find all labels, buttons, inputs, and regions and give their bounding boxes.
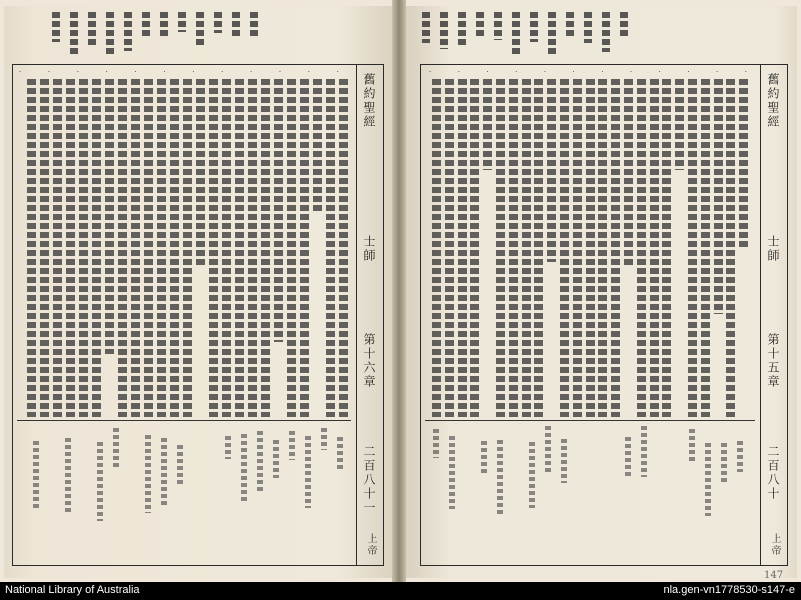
right-book-name: 士師 [766, 235, 780, 263]
glyph-run [584, 12, 592, 43]
verse-marker: · [543, 68, 547, 76]
glyph-run [530, 12, 538, 42]
text-column [585, 79, 596, 419]
glyph-run [250, 12, 258, 36]
glyph-run [509, 79, 518, 417]
right-chapter-label: 第十五章 [766, 333, 780, 389]
text-column [725, 79, 736, 419]
glyph-run [625, 437, 631, 478]
glyph-run [257, 431, 263, 494]
note-column [189, 425, 205, 555]
glyph-run [445, 79, 454, 417]
verse-marker: · [658, 68, 661, 76]
note-column [173, 425, 189, 555]
text-column [457, 79, 468, 419]
glyph-run [157, 79, 166, 417]
right-margin-notes [429, 425, 749, 555]
footer-library-name: National Library of Australia [5, 584, 140, 596]
text-column [117, 79, 128, 419]
note-column [557, 425, 573, 555]
glyph-run [476, 12, 484, 39]
verse-marker: · [515, 68, 518, 76]
text-column [713, 79, 724, 419]
note-column [637, 425, 653, 555]
right-page [404, 6, 797, 581]
verse-marker: · [76, 68, 79, 76]
glyph-run [433, 429, 439, 458]
right-header-notes [414, 12, 630, 52]
note-column [573, 425, 589, 555]
glyph-run [106, 12, 114, 54]
glyph-run [701, 79, 710, 417]
header-note-column [528, 12, 540, 52]
glyph-run [560, 79, 569, 417]
header-note-column [122, 12, 134, 52]
book-gutter [392, 0, 406, 582]
text-column [559, 79, 570, 419]
glyph-run [422, 12, 430, 43]
left-book-name: 士師 [362, 235, 376, 263]
text-column [700, 79, 711, 419]
right-verse-markers [429, 68, 747, 78]
glyph-run [547, 79, 556, 262]
text-column [661, 79, 672, 419]
text-column [431, 79, 442, 419]
note-column [109, 425, 125, 555]
note-column [253, 425, 269, 555]
text-column [444, 79, 455, 419]
glyph-run [458, 79, 467, 417]
header-note-column [492, 12, 504, 52]
glyph-run [287, 79, 296, 417]
glyph-run [113, 428, 119, 469]
text-column [39, 79, 50, 419]
right-main-text [429, 79, 749, 419]
header-note-column [68, 12, 80, 52]
glyph-run [705, 443, 711, 516]
glyph-run [53, 79, 62, 417]
note-column [461, 425, 477, 555]
glyph-run [529, 442, 535, 508]
glyph-run [689, 429, 695, 463]
note-column [301, 425, 317, 555]
glyph-run [183, 79, 192, 417]
glyph-run [326, 79, 335, 417]
verse-marker: · [134, 68, 137, 76]
glyph-run [586, 79, 595, 417]
right-text-frame [420, 64, 788, 566]
left-volume-label: 上帝 [365, 533, 376, 557]
right-page-number: 二百八十 [766, 445, 780, 501]
glyph-run [209, 79, 218, 417]
glyph-run [481, 441, 487, 475]
glyph-run [289, 431, 295, 460]
text-column [299, 79, 310, 419]
note-column [77, 425, 93, 555]
header-note-column [510, 12, 522, 52]
verse-marker: · [457, 68, 460, 76]
glyph-run [458, 12, 466, 45]
header-note-column [248, 12, 260, 52]
header-note-column [564, 12, 576, 52]
left-page-number: 二百八十一 [362, 445, 376, 515]
header-note-column [176, 12, 188, 52]
text-column [674, 79, 685, 419]
right-folio-number: 147 [764, 570, 784, 581]
glyph-run [688, 79, 697, 417]
text-column [738, 79, 749, 419]
left-divider [17, 420, 351, 421]
glyph-run [337, 437, 343, 469]
glyph-run [33, 441, 39, 511]
glyph-run [241, 434, 247, 503]
right-side-column [760, 65, 787, 565]
header-note-column [618, 12, 630, 52]
text-column [143, 79, 154, 419]
note-column [141, 425, 157, 555]
glyph-run [273, 440, 279, 478]
glyph-run [611, 79, 620, 417]
right-volume-label: 上帝 [769, 533, 780, 557]
note-column [237, 425, 253, 555]
glyph-run [97, 442, 103, 521]
text-column [208, 79, 219, 419]
left-running-title: 舊約聖經 [362, 73, 376, 129]
note-column [285, 425, 301, 555]
glyph-run [545, 426, 551, 474]
glyph-run [178, 12, 186, 32]
text-column [195, 79, 206, 419]
note-column [669, 425, 685, 555]
header-note-column [86, 12, 98, 52]
glyph-run [573, 79, 582, 417]
text-column [260, 79, 271, 419]
note-column [269, 425, 285, 555]
text-column [91, 79, 102, 419]
glyph-run [124, 12, 132, 51]
text-column [482, 79, 493, 419]
right-divider [425, 420, 755, 421]
glyph-run [675, 79, 684, 170]
text-column [26, 79, 37, 419]
header-note-column [474, 12, 486, 52]
note-column [701, 425, 717, 555]
glyph-run [313, 79, 322, 213]
glyph-run [261, 79, 270, 417]
glyph-run [602, 12, 610, 52]
text-column [312, 79, 323, 419]
footer-identifier: nla.gen-vn1778530-s147-e [663, 584, 795, 596]
header-note-column [438, 12, 450, 52]
glyph-run [496, 79, 505, 417]
glyph-run [79, 79, 88, 417]
left-header-notes [44, 12, 260, 52]
glyph-run [170, 79, 179, 417]
text-column [508, 79, 519, 419]
glyph-run [641, 426, 647, 477]
verse-marker: · [687, 68, 690, 76]
header-note-column [230, 12, 242, 52]
text-column [182, 79, 193, 419]
verse-marker: · [486, 68, 489, 76]
note-column [733, 425, 749, 555]
glyph-run [624, 79, 633, 268]
header-note-column [104, 12, 116, 52]
header-note-column [582, 12, 594, 52]
text-column [572, 79, 583, 419]
text-column [597, 79, 608, 419]
text-column [469, 79, 480, 419]
glyph-run [650, 79, 659, 417]
note-column [29, 425, 45, 555]
note-column [445, 425, 461, 555]
glyph-run [70, 12, 78, 55]
glyph-run [497, 440, 503, 515]
verse-marker: · [307, 68, 310, 76]
glyph-run [470, 79, 479, 417]
verse-marker: · [429, 68, 432, 76]
verse-marker: · [278, 68, 282, 76]
glyph-run [142, 12, 150, 39]
verse-marker: · [192, 68, 195, 76]
left-side-column [356, 65, 383, 565]
text-column [338, 79, 349, 419]
note-column [333, 425, 349, 555]
glyph-run [248, 79, 257, 417]
glyph-run [160, 12, 168, 38]
text-column [234, 79, 245, 419]
note-column [125, 425, 141, 555]
left-chapter-label: 第十六章 [362, 333, 376, 389]
note-column [621, 425, 637, 555]
glyph-run [637, 79, 646, 417]
glyph-run [274, 79, 283, 342]
text-column [286, 79, 297, 419]
verse-marker: · [163, 68, 166, 76]
note-column [429, 425, 445, 555]
note-column [317, 425, 333, 555]
text-column [610, 79, 621, 419]
verse-marker: · [105, 68, 108, 76]
glyph-run [598, 79, 607, 417]
text-column [169, 79, 180, 419]
note-column [157, 425, 173, 555]
glyph-run [161, 438, 167, 507]
note-column [45, 425, 61, 555]
text-column [636, 79, 647, 419]
text-column [247, 79, 258, 419]
note-column [493, 425, 509, 555]
glyph-run [300, 79, 309, 417]
verse-marker: · [716, 68, 719, 76]
text-column [130, 79, 141, 419]
text-column [649, 79, 660, 419]
header-note-column [50, 12, 62, 52]
glyph-run [232, 12, 240, 39]
text-column [687, 79, 698, 419]
note-column [525, 425, 541, 555]
glyph-run [145, 435, 151, 513]
note-column [653, 425, 669, 555]
text-column [495, 79, 506, 419]
note-column [509, 425, 525, 555]
glyph-run [235, 79, 244, 417]
glyph-run [27, 79, 36, 417]
glyph-run [561, 439, 567, 483]
glyph-run [522, 79, 531, 417]
text-column [521, 79, 532, 419]
note-column [685, 425, 701, 555]
glyph-run [65, 438, 71, 512]
glyph-run [196, 79, 205, 265]
note-column [541, 425, 557, 555]
glyph-run [737, 441, 743, 472]
glyph-run [225, 436, 231, 459]
glyph-run [66, 79, 75, 417]
glyph-run [620, 12, 628, 39]
header-note-column [140, 12, 152, 52]
header-note-column [158, 12, 170, 52]
note-column [205, 425, 221, 555]
text-column [533, 79, 544, 419]
verse-marker: · [572, 68, 575, 76]
header-note-column [456, 12, 468, 52]
glyph-run [196, 12, 204, 48]
glyph-run [721, 443, 727, 483]
footer-bar [0, 582, 801, 600]
glyph-run [483, 79, 492, 170]
glyph-run [449, 436, 455, 509]
text-column [546, 79, 557, 419]
note-column [589, 425, 605, 555]
verse-marker: · [221, 68, 224, 76]
glyph-run [440, 12, 448, 49]
left-text-frame [12, 64, 384, 566]
header-note-column [420, 12, 432, 52]
verse-marker: · [744, 68, 747, 76]
text-column [325, 79, 336, 419]
glyph-run [131, 79, 140, 417]
glyph-run [88, 12, 96, 46]
glyph-run [726, 79, 735, 417]
note-column [93, 425, 109, 555]
note-column [477, 425, 493, 555]
text-column [623, 79, 634, 419]
left-main-text [19, 79, 349, 419]
verse-marker: · [336, 68, 339, 76]
glyph-run [512, 12, 520, 55]
text-column [104, 79, 115, 419]
header-note-column [546, 12, 558, 52]
glyph-run [40, 79, 49, 417]
verse-marker: · [629, 68, 633, 76]
note-column [717, 425, 733, 555]
text-column [156, 79, 167, 419]
verse-marker: · [19, 68, 22, 76]
glyph-run [214, 12, 222, 33]
text-column [273, 79, 284, 419]
glyph-run [222, 79, 231, 417]
right-running-title: 舊約聖經 [766, 73, 780, 129]
left-page [4, 6, 396, 578]
glyph-run [92, 79, 101, 417]
glyph-run [118, 79, 127, 417]
glyph-run [739, 79, 748, 250]
glyph-run [305, 436, 311, 508]
header-note-column [212, 12, 224, 52]
header-note-column [600, 12, 612, 52]
left-margin-notes [19, 425, 349, 555]
glyph-run [339, 79, 348, 417]
glyph-run [662, 79, 671, 417]
note-column [61, 425, 77, 555]
text-column [78, 79, 89, 419]
verse-marker: · [601, 68, 604, 76]
text-column [52, 79, 63, 419]
glyph-run [105, 79, 114, 354]
glyph-run [177, 445, 183, 484]
glyph-run [494, 12, 502, 40]
glyph-run [566, 12, 574, 39]
verse-marker: · [47, 68, 51, 76]
text-column [65, 79, 76, 419]
glyph-run [432, 79, 441, 417]
text-column [221, 79, 232, 419]
glyph-run [548, 12, 556, 54]
glyph-run [714, 79, 723, 314]
note-column [221, 425, 237, 555]
header-note-column [194, 12, 206, 52]
glyph-run [534, 79, 543, 417]
verse-marker: · [250, 68, 253, 76]
glyph-run [144, 79, 153, 417]
glyph-run [52, 12, 60, 42]
note-column [605, 425, 621, 555]
glyph-run [321, 428, 327, 450]
left-verse-markers [19, 68, 339, 78]
